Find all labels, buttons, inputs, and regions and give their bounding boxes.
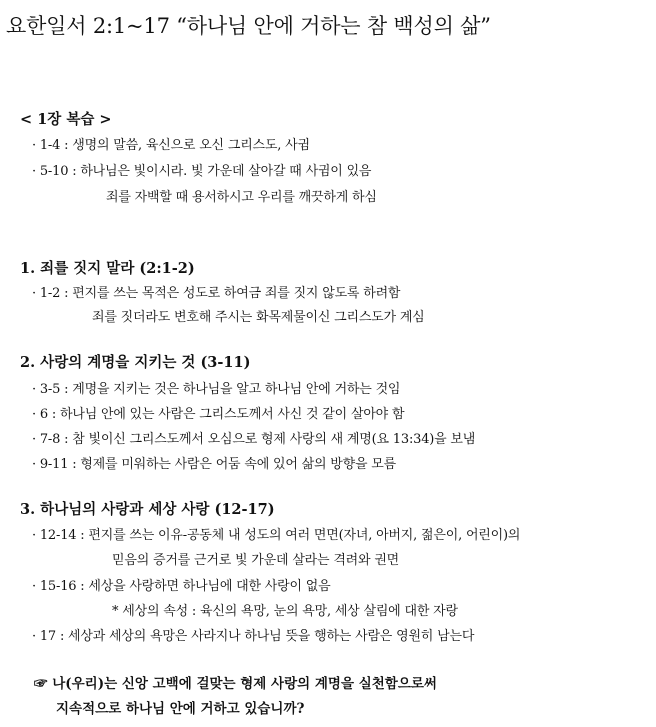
section-2-line-4: · 9-11 : 형제를 미워하는 사람은 어둠 속에 있어 삶의 방향을 모름 xyxy=(32,457,397,472)
section-3-heading: 3. 하나님의 사랑과 세상 사랑 (12-17) xyxy=(20,501,275,518)
section-1-heading: 1. 죄를 짓지 말라 (2:1-2) xyxy=(20,260,195,277)
section-2-line-2: · 6 : 하나님 안에 있는 사람은 그리스도께서 사신 것 같이 살아야 함 xyxy=(32,407,405,422)
section-2-line-3: · 7-8 : 참 빛이신 그리스도께서 오심으로 형제 사랑의 새 계명(요 13:34)을 보냄 xyxy=(32,432,476,447)
page-title: 요한일서 2:1~17 “하나님 안에 거하는 참 백성의 삶” xyxy=(6,14,491,38)
section-2-line-1: · 3-5 : 계명을 지키는 것은 하나님을 알고 하나님 안에 거하는 것임 xyxy=(32,382,401,397)
section-3-line-1: · 12-14 : 편지를 쓰는 이유-공동체 내 성도의 여러 면면(자녀, 아버지, 젊은이, 어린이)의 xyxy=(32,528,521,543)
review-line-1: · 1-4 : 생명의 말씀, 육신으로 오신 그리스도, 사귐 xyxy=(32,138,310,153)
section-1-line-2: 죄를 짓더라도 변호해 주시는 화목제물이신 그리스도가 계심 xyxy=(92,310,425,325)
section-3-line-2: 믿음의 증거를 근거로 빛 가운데 살라는 격려와 권면 xyxy=(112,553,400,568)
closing-line-2: 지속적으로 하나님 안에 거하고 있습니까? xyxy=(56,701,305,717)
section-3-line-4: * 세상의 속성 : 육신의 욕망, 눈의 욕망, 세상 살림에 대한 자랑 xyxy=(112,604,458,619)
section-2-heading: 2. 사랑의 계명을 지키는 것 (3-11) xyxy=(20,354,251,371)
section-3-line-3: · 15-16 : 세상을 사랑하면 하나님에 대한 사랑이 없음 xyxy=(32,579,331,594)
review-line-3: 죄를 자백할 때 용서하시고 우리를 깨끗하게 하심 xyxy=(106,190,377,205)
review-heading: < 1장 복습 > xyxy=(20,111,112,128)
section-3-line-5: · 17 : 세상과 세상의 욕망은 사라지나 하나님 뜻을 행하는 사람은 영원히 남는다 xyxy=(32,629,475,644)
review-line-2: · 5-10 : 하나님은 빛이시라. 빛 가운데 살아갈 때 사귐이 있음 xyxy=(32,164,372,179)
section-1-line-1: · 1-2 : 편지를 쓰는 목적은 성도로 하여금 죄를 짓지 않도록 하려함 xyxy=(32,286,401,301)
closing-line-1: ☞ 나(우리)는 신앙 고백에 걸맞는 형제 사랑의 계명을 실천함으로써 xyxy=(34,676,437,692)
